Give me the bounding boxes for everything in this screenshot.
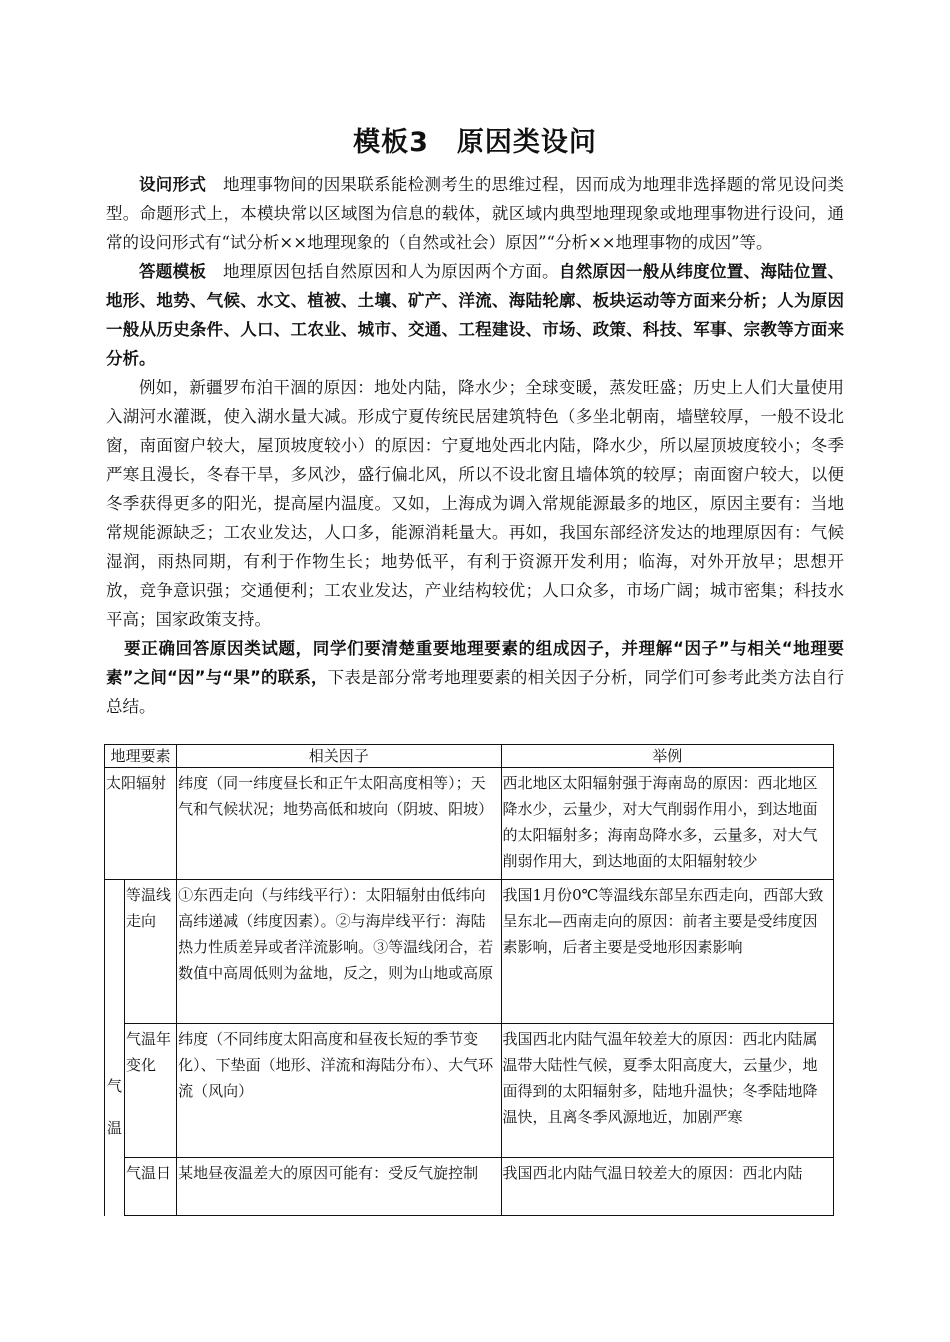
cell-element: 气温日 (125, 1158, 177, 1216)
paragraph-examples: 例如，新疆罗布泊干涸的原因：地处内陆，降水少；全球变暖，蒸发旺盛；历史上人们大量使用入湖河水灌溉，使入湖水量大减。形成宁夏传统民居建筑特色（多坐北朝南，墙壁较厚，一般不设北窗，南面窗户较大，屋顶坡度较小）的原因：宁夏地处西北内陆，降水少，所以屋顶坡度较小；冬季严寒且漫长，冬春干旱，多风沙，盛行偏北风，所以不设北窗且墙体筑的较厚；南面窗户较大，以便冬季获得更多的阳光，提高屋内温度。又如，上海成为调入常规能源最多的地区，原因主要有：当地常规能源缺乏；工农业发达，人口多，能源消耗量大。再如，我国东部经济发达的地理原因有：气候湿润，雨热同期，有利于作物生长；地势低平，有利于资源开发利用；临海，对外开放早；思想开放，竞争意识强；交通便利；工农业发达，产业结构较优；人口众多，市场广阔；城市密集；科技水平高；国家政策支持。 (106, 378, 844, 629)
group-char: 气 (107, 1076, 123, 1095)
paragraph-summary (106, 634, 844, 721)
table-row (105, 1024, 834, 1158)
cell-factors: 纬度（同一纬度昼长和正午太阳高度相等）；天气和气候状况；地势高低和坡向（阴坡、阳坡） (177, 768, 501, 880)
cell-element: 等温线走向 (125, 880, 177, 1024)
cell-example: 我国西北内陆气温年较差大的原因：西北内陆属温带大陆性气候，夏季太阳高度大，云量少，地面得到的太阳辐射多，陆地升温快；冬季陆地降温快，且离冬季风源地近，加剧严寒 (501, 1024, 833, 1158)
group-char: 温 (107, 1118, 123, 1137)
heading-answer-template: 答题模板 (139, 262, 207, 281)
paragraph-answer-template (106, 257, 844, 373)
question-form-text: 地理事物间的因果联系能检测考生的思维过程，因而成为地理非选择题的常见设问类型。命题形式上，本模块常以区域图为信息的载体，就区域内典型地理现象或地理事物进行设问，通常的设问形式有“试分析××地理现象的（自然或社会）原因”“分析××地理事物的成因”等。 (106, 175, 845, 252)
table-row (105, 768, 834, 880)
table-row (105, 1158, 834, 1216)
group-label-temperature (105, 880, 125, 1216)
heading-question-form: 设问形式 (139, 175, 207, 194)
header-factors: 相关因子 (177, 745, 501, 768)
answer-template-bold: 自然原因一般从纬度位置、海陆位置、地形、地势、气候、水文、植被、土壤、矿产、洋流、海陆轮廓、板块运动等方面来分析；人为原因一般从历史条件、人口、工农业、城市、交通、工程建设、市场、政策、科技、军事、宗教等方面来分析。 (106, 262, 845, 368)
answer-template-text: 地理原因包括自然原因和人为原因两个方面。 (206, 262, 559, 281)
cell-element: 气温年变化 (125, 1024, 177, 1158)
cell-example: 西北地区太阳辐射强于海南岛的原因：西北地区降水少，云量少，对大气削弱作用小，到达地面的太阳辐射多；海南岛降水多，云量多，对大气削弱作用大，到达地面的太阳辐射较少 (501, 768, 833, 880)
cell-factors: ①东西走向（与纬线平行）：太阳辐射由低纬向高纬递减（纬度因素）。②与海岸线平行：海陆热力性质差异或者洋流影响。③等温线闭合，若数值中高周低则为盆地，反之，则为山地或高原 (177, 880, 501, 1024)
cell-factors: 纬度（不同纬度太阳高度和昼夜长短的季节变化）、下垫面（地形、洋流和海陆分布）、大气环流（风向） (177, 1024, 501, 1158)
cell-element: 太阳辐射 (105, 768, 177, 880)
summary-text: 下表是部分常考地理要素的相关因子分析，同学们可参考此类方法自行总结。 (106, 668, 845, 716)
table-row (105, 880, 834, 1024)
cell-factors: 某地昼夜温差大的原因可能有：受反气旋控制 (177, 1158, 501, 1216)
cell-example: 我国西北内陆气温日较差大的原因：西北内陆 (501, 1158, 833, 1216)
table-header-row (105, 745, 834, 768)
cell-example: 我国1月份0℃等温线东部呈东西走向，西部大致呈东北—西南走向的原因：前者主要是受纬度因素影响，后者主要是受地形因素影响 (501, 880, 833, 1024)
page-title: 模板3 原因类设问 (353, 127, 597, 158)
body-text (106, 170, 844, 721)
summary-bold: 要正确回答原因类试题，同学们要清楚重要地理要素的组成因子，并理解“因子”与相关“地理要素”之间“因”与“果”的联系， (106, 639, 844, 687)
header-example: 举例 (501, 745, 833, 768)
header-element: 地理要素 (105, 745, 177, 768)
factor-table (104, 744, 834, 1216)
paragraph-question-form (106, 170, 844, 257)
